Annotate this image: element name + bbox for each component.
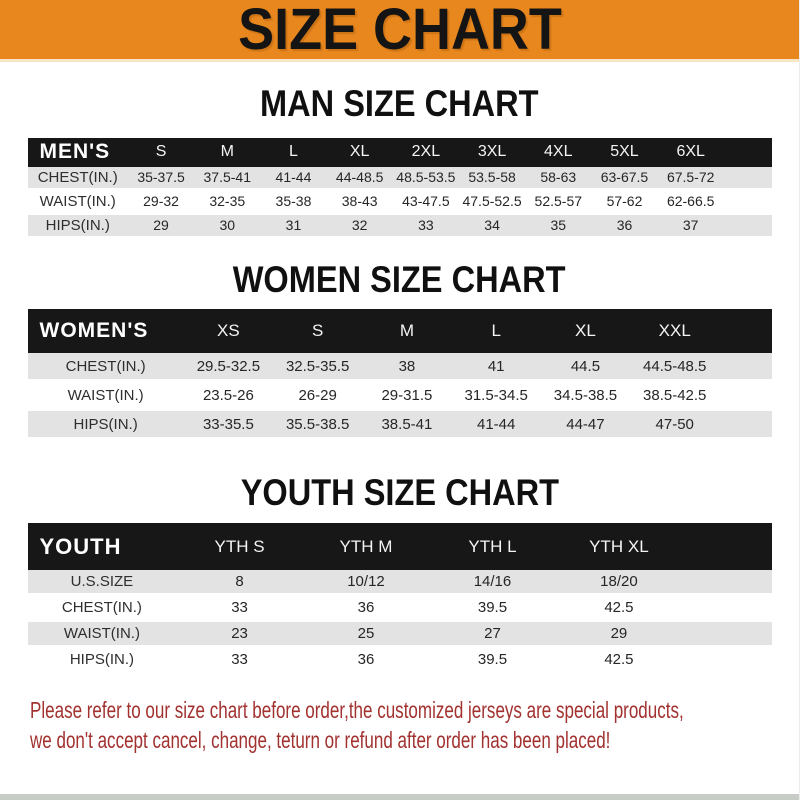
size-column-header: XL bbox=[541, 309, 630, 353]
size-value-cell: 31.5-34.5 bbox=[452, 382, 541, 411]
size-column-header: 5XL bbox=[591, 138, 657, 167]
section-youth bbox=[0, 473, 799, 674]
size-value-cell: 37.5-41 bbox=[194, 167, 260, 191]
size-value-cell: 36 bbox=[591, 215, 657, 239]
size-value-cell: 42.5 bbox=[556, 648, 682, 674]
spacer-cell bbox=[719, 382, 771, 411]
size-value-cell: 27 bbox=[429, 622, 555, 648]
youth-section-heading-text: YOUTH SIZE CHART bbox=[240, 472, 559, 514]
measurement-row bbox=[28, 382, 772, 411]
size-column-header: YTH S bbox=[176, 523, 302, 570]
size-column-header: 3XL bbox=[459, 138, 525, 167]
size-column-header: XS bbox=[184, 309, 273, 353]
table-corner-label: MEN'S bbox=[28, 138, 128, 167]
spacer-column bbox=[682, 523, 771, 570]
spacer-cell bbox=[724, 167, 772, 191]
row-label: HIPS(IN.) bbox=[28, 411, 184, 440]
size-value-cell: 23.5-26 bbox=[184, 382, 273, 411]
size-column-header: M bbox=[194, 138, 260, 167]
youth-size-table bbox=[28, 523, 772, 674]
size-value-cell: 39.5 bbox=[429, 648, 555, 674]
size-value-cell: 29-31.5 bbox=[362, 382, 451, 411]
size-column-header: L bbox=[260, 138, 326, 167]
row-label: CHEST(IN.) bbox=[28, 353, 184, 382]
size-value-cell: 44-48.5 bbox=[327, 167, 393, 191]
section-men bbox=[0, 84, 799, 239]
spacer-cell bbox=[724, 191, 772, 215]
size-value-cell: 37 bbox=[658, 215, 724, 239]
size-value-cell: 14/16 bbox=[429, 570, 555, 596]
size-value-cell: 33 bbox=[176, 648, 302, 674]
size-column-header: 2XL bbox=[393, 138, 459, 167]
women-section-heading bbox=[0, 260, 799, 301]
size-column-header: S bbox=[128, 138, 194, 167]
order-disclaimer bbox=[30, 695, 799, 755]
size-value-cell: 33-35.5 bbox=[184, 411, 273, 440]
size-value-cell: 62-66.5 bbox=[658, 191, 724, 215]
measurement-row bbox=[28, 191, 772, 215]
table-corner-label: YOUTH bbox=[28, 523, 177, 570]
spacer-cell bbox=[719, 353, 771, 382]
row-label: HIPS(IN.) bbox=[28, 648, 177, 674]
bottom-edge-strip bbox=[0, 794, 800, 800]
men-size-table bbox=[28, 138, 772, 239]
size-value-cell: 32-35 bbox=[194, 191, 260, 215]
size-value-cell: 23 bbox=[176, 622, 302, 648]
measurement-row bbox=[28, 648, 772, 674]
size-value-cell: 31 bbox=[260, 215, 326, 239]
spacer-cell bbox=[682, 596, 771, 622]
size-value-cell: 38.5-41 bbox=[362, 411, 451, 440]
size-column-header: 4XL bbox=[525, 138, 591, 167]
measurement-row bbox=[28, 596, 772, 622]
size-value-cell: 67.5-72 bbox=[658, 167, 724, 191]
size-value-cell: 57-62 bbox=[591, 191, 657, 215]
size-value-cell: 25 bbox=[303, 622, 429, 648]
size-value-cell: 33 bbox=[393, 215, 459, 239]
row-label: CHEST(IN.) bbox=[28, 167, 128, 191]
size-column-header: XXL bbox=[630, 309, 719, 353]
spacer-cell bbox=[719, 411, 771, 440]
size-value-cell: 33 bbox=[176, 596, 302, 622]
size-value-cell: 35 bbox=[525, 215, 591, 239]
row-label: HIPS(IN.) bbox=[28, 215, 128, 239]
size-value-cell: 32.5-35.5 bbox=[273, 353, 362, 382]
size-column-header: YTH L bbox=[429, 523, 555, 570]
size-value-cell: 47.5-52.5 bbox=[459, 191, 525, 215]
size-value-cell: 10/12 bbox=[303, 570, 429, 596]
size-column-header: 6XL bbox=[658, 138, 724, 167]
men-section-heading bbox=[0, 84, 799, 125]
size-value-cell: 35-38 bbox=[260, 191, 326, 215]
size-value-cell: 41-44 bbox=[260, 167, 326, 191]
spacer-cell bbox=[724, 215, 772, 239]
size-value-cell: 35.5-38.5 bbox=[273, 411, 362, 440]
size-value-cell: 38 bbox=[362, 353, 451, 382]
size-value-cell: 58-63 bbox=[525, 167, 591, 191]
size-value-cell: 26-29 bbox=[273, 382, 362, 411]
size-value-cell: 52.5-57 bbox=[525, 191, 591, 215]
size-value-cell: 36 bbox=[303, 596, 429, 622]
size-value-cell: 30 bbox=[194, 215, 260, 239]
measurement-row bbox=[28, 570, 772, 596]
size-value-cell: 35-37.5 bbox=[128, 167, 194, 191]
size-table-header-row bbox=[28, 523, 772, 570]
banner bbox=[0, 0, 799, 62]
spacer-cell bbox=[682, 648, 771, 674]
size-value-cell: 39.5 bbox=[429, 596, 555, 622]
disclaimer-line-2: we don't accept cancel, change, teturn or refund after order has been placed! bbox=[30, 727, 611, 754]
women-size-table bbox=[28, 309, 772, 440]
size-column-header: L bbox=[452, 309, 541, 353]
size-value-cell: 34.5-38.5 bbox=[541, 382, 630, 411]
size-column-header: S bbox=[273, 309, 362, 353]
size-value-cell: 36 bbox=[303, 648, 429, 674]
size-value-cell: 44-47 bbox=[541, 411, 630, 440]
row-label: WAIST(IN.) bbox=[28, 191, 128, 215]
row-label: WAIST(IN.) bbox=[28, 382, 184, 411]
size-value-cell: 38.5-42.5 bbox=[630, 382, 719, 411]
size-value-cell: 47-50 bbox=[630, 411, 719, 440]
size-value-cell: 29.5-32.5 bbox=[184, 353, 273, 382]
size-value-cell: 29 bbox=[556, 622, 682, 648]
table-corner-label: WOMEN'S bbox=[28, 309, 184, 353]
page-title: SIZE CHART bbox=[237, 0, 562, 62]
size-value-cell: 63-67.5 bbox=[591, 167, 657, 191]
measurement-row bbox=[28, 622, 772, 648]
size-value-cell: 29 bbox=[128, 215, 194, 239]
size-value-cell: 41-44 bbox=[452, 411, 541, 440]
row-label: CHEST(IN.) bbox=[28, 596, 177, 622]
size-table-header-row bbox=[28, 138, 772, 167]
disclaimer-line-1: Please refer to our size chart before order,the customized jerseys are special products, bbox=[30, 697, 684, 724]
size-value-cell: 8 bbox=[176, 570, 302, 596]
size-value-cell: 44.5 bbox=[541, 353, 630, 382]
size-table-header-row bbox=[28, 309, 772, 353]
size-value-cell: 48.5-53.5 bbox=[393, 167, 459, 191]
spacer-cell bbox=[682, 622, 771, 648]
size-value-cell: 43-47.5 bbox=[393, 191, 459, 215]
size-column-header: XL bbox=[327, 138, 393, 167]
men-section-heading-text: MAN SIZE CHART bbox=[260, 83, 539, 124]
measurement-row bbox=[28, 411, 772, 440]
size-column-header: YTH XL bbox=[556, 523, 682, 570]
size-value-cell: 34 bbox=[459, 215, 525, 239]
size-value-cell: 42.5 bbox=[556, 596, 682, 622]
size-column-header: M bbox=[362, 309, 451, 353]
size-value-cell: 38-43 bbox=[327, 191, 393, 215]
row-label: U.S.SIZE bbox=[28, 570, 177, 596]
youth-section-heading bbox=[0, 473, 799, 514]
row-label: WAIST(IN.) bbox=[28, 622, 177, 648]
measurement-row bbox=[28, 215, 772, 239]
women-section-heading-text: WOMEN SIZE CHART bbox=[233, 258, 566, 300]
size-value-cell: 44.5-48.5 bbox=[630, 353, 719, 382]
size-value-cell: 32 bbox=[327, 215, 393, 239]
measurement-row bbox=[28, 353, 772, 382]
size-value-cell: 41 bbox=[452, 353, 541, 382]
size-value-cell: 53.5-58 bbox=[459, 167, 525, 191]
section-women bbox=[0, 260, 799, 441]
size-value-cell: 29-32 bbox=[128, 191, 194, 215]
spacer-column bbox=[724, 138, 772, 167]
spacer-column bbox=[719, 309, 771, 353]
spacer-cell bbox=[682, 570, 771, 596]
size-column-header: YTH M bbox=[303, 523, 429, 570]
measurement-row bbox=[28, 167, 772, 191]
size-value-cell: 18/20 bbox=[556, 570, 682, 596]
